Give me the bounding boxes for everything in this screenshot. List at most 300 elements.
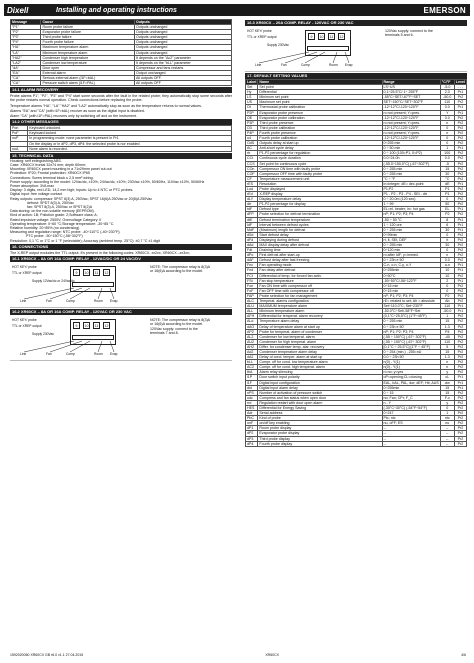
default-settings-cell: 0 — [440, 406, 454, 411]
default-settings-cell: 110 — [440, 100, 454, 105]
supply-label: Supply 230Vac — [32, 331, 54, 336]
default-settings-cell: FoF — [246, 288, 258, 293]
default-settings-cell: FSt — [246, 278, 258, 283]
default-settings-cell: Pr2 — [454, 334, 466, 339]
default-settings-cell: Compr. off for cond. high temperat. alarm — [258, 365, 382, 370]
default-settings-cell: Pr1 — [454, 304, 466, 309]
default-settings-cell: Pr2 — [454, 130, 466, 135]
default-settings-cell: Delay of cond. temper. alarm at start up — [258, 355, 382, 360]
comp-label: Comp — [301, 63, 310, 67]
default-settings-cell: Pr1 — [454, 181, 466, 186]
alarm-table-cell: Third probe failure — [41, 35, 135, 40]
alarm-table-cell: "HA" — [11, 45, 41, 50]
alarm-table-cell: "LA" — [11, 50, 41, 55]
alarm-recovery-paragraph: Alarm "CA" (with i1F=PAL) recovers only by switching off and on the instrument. — [10, 114, 137, 119]
default-settings-cell: IdF — [246, 222, 258, 227]
default-settings-cell: oP=opening;CL=closing — [382, 375, 440, 380]
default-settings-cell: rrd — [246, 400, 258, 405]
hot-key-label: HOT KEY/ probe — [12, 317, 37, 322]
default-settings-cell: -5 — [440, 161, 454, 166]
default-settings-cell: onF — [246, 421, 258, 426]
default-settings-cell: 0.0 — [440, 156, 454, 161]
alarm-table-header: Message — [11, 20, 41, 25]
default-settings-header: Level — [455, 80, 465, 84]
default-settings-cell: 0.0÷24.0h — [382, 156, 440, 161]
page-footer — [10, 653, 466, 659]
default-settings-cell: Hy — [246, 90, 258, 95]
message-row — [11, 146, 232, 151]
wire — [345, 52, 349, 63]
default-settings-cell: 1 — [440, 314, 454, 319]
wire — [70, 341, 90, 352]
default-settings-cell: Pr2 — [454, 416, 466, 421]
document-title: Installing and operating instructions — [56, 6, 177, 14]
footer-model: XR60CX — [265, 653, 279, 657]
default-settings-cell: 1 — [440, 411, 454, 416]
default-settings-cell: 0 ÷ 100 (100=P1, 0=P2) — [382, 151, 440, 156]
default-settings-cell: AP2 — [246, 329, 258, 334]
default-settings-cell: Resolution — [258, 181, 382, 186]
wire — [110, 341, 114, 352]
default-settings-cell: 30 — [440, 171, 454, 176]
default-settings-cell: Fourth probe display — [258, 441, 382, 446]
technical-data-line: Relative humidity: 20÷85% (no condensing) — [10, 225, 80, 230]
default-settings-cell: SET÷150°C/ SET÷302°F — [382, 100, 440, 105]
default-settings-cell: Probe selection for defrost termination — [258, 212, 382, 217]
alarm-table-cell: Pressure switch alarm (i1F=PAL) — [41, 81, 135, 86]
default-settings-cell: dP4 — [246, 441, 258, 446]
default-settings-cell: (Maximum) length for defrost — [258, 227, 382, 232]
technical-data-line: PTC probe: -50÷150°C (-58÷302°F) — [10, 234, 83, 239]
default-settings-cell: Y — [440, 110, 454, 115]
default-settings-cell: Condenser temperature alarm delay — [258, 349, 382, 354]
default-settings-cell: n — [440, 253, 454, 258]
wiring-note: 120Vac supply: connect to the terminals 5 and 6. — [385, 29, 433, 38]
default-settings-cell: 1 ÷ 99 — [382, 202, 440, 207]
default-settings-cell: did — [246, 385, 258, 390]
default-settings-cell: -- — [382, 436, 440, 441]
default-settings-cell: P1 — [440, 192, 454, 197]
default-settings-cell: Temperature alarm delay — [258, 319, 382, 324]
default-settings-cell: CF — [246, 176, 258, 181]
default-settings-cell: Pr2 — [454, 355, 466, 360]
default-settings-cell: MdF — [246, 227, 258, 232]
default-settings-cell: nP; P1; P2; P3; P4 — [382, 293, 440, 298]
wiring-a-title: 16.1 XR60CX – 8A OR 16A COMP. RELAY - 12VAC/DC OR 24 VAC/DV — [10, 256, 232, 262]
default-settings-cell: n — [440, 120, 454, 125]
default-settings-cell: 1 ÷ 120 ore — [382, 222, 440, 227]
default-settings-cell: 0 ÷ 255 min — [382, 243, 440, 248]
default-settings-cell: Condenser for high temperat. alarm — [258, 339, 382, 344]
default-settings-cell: n — [440, 130, 454, 135]
alarm-table-cell: Outputs unchanged — [134, 30, 231, 35]
default-settings-cell: Pr2 — [454, 202, 466, 207]
default-settings-cell: nP; P1; P2; P3; P4 — [382, 329, 440, 334]
alarm-table-cell: Serious external alarm (i1F=bAL) — [41, 76, 135, 81]
default-settings-cell: 5 — [440, 344, 454, 349]
default-settings-cell: Number of activation of pressure switch — [258, 390, 382, 395]
message-cell: Pon — [11, 126, 28, 131]
alarm-table-cell: Evaporator probe failure — [41, 30, 135, 35]
wiring-lines — [10, 315, 150, 361]
technical-data-line: Case: XR60CX frontal 32x74 mm; depth 60mm; — [10, 162, 87, 167]
technical-data-line: Display: 3 digits, red LED, 14,2 mm high; Inputs: Up to 4 NTC or PTC probes. — [10, 188, 134, 193]
alarm-table-cell: Maximum temperature alarm — [41, 45, 135, 50]
alarm-recovery-title: 14.1 ALARM RECOVERY — [10, 87, 232, 93]
default-settings-cell: 0 ÷ 20.0m (120 sec) — [382, 197, 440, 202]
page-header — [4, 4, 470, 16]
emerson-logo: EMERSON — [423, 5, 466, 15]
default-settings-cell: cL — [440, 375, 454, 380]
default-settings-cell: HES — [246, 406, 258, 411]
default-settings-cell: Pr1 — [454, 146, 466, 151]
default-settings-cell: n=not present; Y=pres. — [382, 120, 440, 125]
message-cell: Keyboard unlocked. — [28, 126, 232, 131]
default-settings-cell: 30 — [440, 227, 454, 232]
default-settings-cell: EL=el. heater; in= hot gas — [382, 207, 440, 212]
terminal-10: 10 — [84, 323, 89, 328]
wire — [98, 341, 102, 352]
alarm-table-cell: Outputs unchanged — [134, 50, 231, 55]
alarm-table-cell: Condenser low temperature — [41, 60, 135, 65]
terminal-11: 11 — [94, 270, 99, 275]
default-settings-cell: -12÷12°C/-120÷120°F — [382, 125, 440, 130]
wiring-lines — [245, 26, 385, 72]
default-settings-cell: dP1 — [246, 426, 258, 431]
default-settings-cell: US — [246, 100, 258, 105]
default-settings-cell: 30 — [440, 243, 454, 248]
default-settings-cell: Pr2 — [454, 400, 466, 405]
default-settings-cell: Regulation restart with door open alarm — [258, 400, 382, 405]
default-settings-cell: LS÷US — [382, 85, 440, 90]
wiring-lines — [10, 262, 150, 308]
default-settings-cell: dE — [440, 181, 454, 186]
default-settings-cell: 0 ÷ 23h e 50' — [382, 324, 440, 329]
default-settings-cell: n=after IdF; y=immed. — [382, 253, 440, 258]
technical-data-line: defrost: SPDT 8(3) A, 250Vac — [10, 200, 74, 205]
alarm-table-cell: External alarm — [41, 70, 135, 75]
default-settings-cell: Third probe calibration — [258, 125, 382, 130]
default-settings-cell: Pr2 — [454, 406, 466, 411]
default-settings-cell: Temperature measurement unit — [258, 176, 382, 181]
default-settings-cell: 0÷99min — [382, 232, 440, 237]
default-settings-cell: -50÷50°C/-58÷122°F — [382, 278, 440, 283]
default-settings-cell: Fan operating mode — [258, 263, 382, 268]
evap-probe-label: Evap — [110, 351, 118, 356]
default-settings-cell: Pr1 — [454, 263, 466, 268]
default-settings-cell: -50.0°C÷Set/-58°F÷Set — [382, 309, 440, 314]
default-settings-cell: -12÷12°C/-120÷120°F — [382, 105, 440, 110]
line-label: Line — [255, 63, 262, 67]
default-settings-cell: 0 — [440, 288, 454, 293]
alarm-table-cell: "dA" — [11, 65, 41, 70]
default-settings-cell: CCS — [246, 161, 258, 166]
default-settings-cell: Differential — [258, 90, 382, 95]
default-settings-cell: 110 — [440, 304, 454, 309]
alarm-table-row — [11, 81, 232, 86]
default-settings-cell: Pr2 — [454, 136, 466, 141]
default-settings-cell: OdS — [246, 141, 258, 146]
default-settings-cell: 0 — [440, 283, 454, 288]
default-settings-cell: 15 — [440, 319, 454, 324]
alarm-table-cell: All outputs OFF. — [134, 76, 231, 81]
default-settings-cell: Fon — [246, 283, 258, 288]
default-settings-cell: Pr2 — [454, 237, 466, 242]
default-settings-cell: Defrost type — [258, 207, 382, 212]
default-settings-cell: 0.0 ÷ 23h 50' — [382, 355, 440, 360]
technical-data-line: Power absorption: 3VA max — [10, 183, 55, 188]
default-settings-cell: 0÷247 — [382, 411, 440, 416]
default-settings-cell: Pr2 — [454, 324, 466, 329]
default-settings-cell: Pr1 — [454, 309, 466, 314]
hot-key-label: HOT KEY/ probe — [12, 264, 37, 269]
default-settings-cell: dP3 — [246, 436, 258, 441]
default-settings-cell: 0 — [440, 125, 454, 130]
alarm-table-cell: "P1" — [11, 25, 41, 30]
default-settings-cell: 0 — [440, 197, 454, 202]
default-settings-cell: Probe for temperat. alarm of condenser — [258, 329, 382, 334]
line-label: Line — [20, 298, 27, 303]
default-settings-cell: 15 — [440, 390, 454, 395]
default-settings-cell: Displaying during defrost — [258, 237, 382, 242]
default-settings-cell: 50 — [440, 202, 454, 207]
default-settings-cell: Compr. off for cond. low temperature alarm — [258, 360, 382, 365]
default-settings-cell: 0 ÷ 255 min — [382, 227, 440, 232]
default-settings-row — [246, 441, 467, 446]
default-settings-cell: -- — [440, 436, 454, 441]
default-settings-cell: (-55.0÷150,0°C) (-67÷302°F) — [382, 161, 440, 166]
default-settings-cell: Fan delay after defrost — [258, 268, 382, 273]
default-settings-cell: Pr1 — [454, 227, 466, 232]
default-settings-cell: Pr2 — [454, 197, 466, 202]
default-settings-cell: Pr2 — [454, 95, 466, 100]
default-settings-cell: Evaporator probe calibration — [258, 115, 382, 120]
default-settings-cell: y — [440, 370, 454, 375]
message-cell: On the display or in dP2, dP3, dP4: the selected probe is nor enabled — [28, 141, 232, 146]
default-settings-cell: Minimum temperature alarm — [258, 309, 382, 314]
default-settings-cell: 0 ÷ 255 min — [382, 166, 440, 171]
default-settings-cell: rEd — [246, 192, 258, 197]
default-settings-cell: Pr2 — [454, 390, 466, 395]
default-settings-cell: 0÷15 min — [382, 288, 440, 293]
default-settings-cell: P4P — [246, 130, 258, 135]
default-settings-cell: 10 — [440, 273, 454, 278]
alarm-table-cell: Compressor and fans restarts — [134, 65, 231, 70]
default-settings-cell: Pr2 — [454, 360, 466, 365]
default-settings-cell: 0 ÷ 254 (min.) , 255=nU — [382, 349, 440, 354]
default-settings-cell: AFH — [246, 314, 258, 319]
default-settings-cell: Digital input configuration — [258, 380, 382, 385]
default-settings-cell: Pr2 — [454, 243, 466, 248]
fan-label: Fan — [46, 351, 52, 356]
default-settings-cell: -- — [382, 431, 440, 436]
default-settings-cell: Start defrost delay — [258, 232, 382, 237]
wiring-note: NOTE: The compressor relay is 8(3)A or 16(6)A according to the model. 120Vac supply: connect to the terminals 7 and 8. — [150, 317, 210, 335]
default-settings-cell: Fourth probe calibration — [258, 136, 382, 141]
default-settings-cell: dLY — [246, 197, 258, 202]
default-settings-cell: i1P — [246, 375, 258, 380]
default-settings-cell: Pr1 — [454, 90, 466, 95]
alarm-table-cell: Condenser high temperature — [41, 55, 135, 60]
technical-data-line: Housing: self extinguishing ABS. — [10, 158, 62, 163]
default-settings-cell: Pr2 — [454, 441, 466, 446]
alarm-recovery-paragraph: Alarms "EA" and "CA" (with i1F=bAL) recover as soon as the digital input is disabled. — [10, 108, 145, 113]
default-settings-cell: dor — [440, 380, 454, 385]
default-settings-cell: 0.0 — [440, 105, 454, 110]
alarm-table-cell: "P2" — [11, 30, 41, 35]
wiring-diagram-a — [10, 262, 232, 308]
default-settings-cell: Fnd — [246, 268, 258, 273]
default-settings-cell: Pr2 — [454, 176, 466, 181]
default-settings-cell: bLL — [246, 360, 258, 365]
default-settings-cell: y — [440, 400, 454, 405]
default-settings-cell: Pr2 — [454, 314, 466, 319]
default-settings-cell: CCt — [246, 156, 258, 161]
default-settings-cell: Pr2 — [454, 283, 466, 288]
default-settings-cell: Pr2 — [454, 192, 466, 197]
default-settings-cell: Pr2 — [454, 319, 466, 324]
default-settings-cell: -50 ÷ 50 °C — [382, 217, 440, 222]
default-settings-cell: 0.0 — [440, 258, 454, 263]
default-settings-cell: nu, oFF; ES — [382, 421, 440, 426]
default-settings-cell: n(0) - Y(1) — [382, 365, 440, 370]
default-settings-cell: Pr2 — [454, 258, 466, 263]
terminal-9: 9 — [308, 33, 315, 40]
default-settings-cell: MAXIMUM temperature alarm — [258, 304, 382, 309]
default-settings-cell: it — [440, 237, 454, 242]
default-settings-cell: 0 ÷ 255 min — [382, 171, 440, 176]
terminal-10: 10 — [319, 35, 324, 39]
default-settings-cell: Room probe display — [258, 426, 382, 431]
default-settings-cell: Set — [246, 85, 258, 90]
alarm-table-cell: "HA2" — [11, 55, 41, 60]
default-settings-cell: Anti-short cycle delay — [258, 146, 382, 151]
default-settings-cell: AC — [246, 146, 258, 151]
default-settings-cell: -40 — [440, 334, 454, 339]
default-settings-cell: C-n, o-n, C-y, o-Y — [382, 263, 440, 268]
default-settings-cell: o4 — [246, 136, 258, 141]
default-settings-cell: 0÷255min — [382, 268, 440, 273]
default-settings-cell: dP2 — [246, 431, 258, 436]
default-settings-cell: AU2 — [246, 339, 258, 344]
default-settings-cell: Pr2 — [454, 115, 466, 120]
alarm-table-cell: "P3" — [11, 35, 41, 40]
default-settings-cell: dAF — [246, 258, 258, 263]
default-settings-cell: P2 — [440, 212, 454, 217]
default-settings-cell: Interval between defrost cycles — [258, 222, 382, 227]
default-settings-cell: °C ÷ °F — [382, 176, 440, 181]
default-settings-cell: Evaporator probe presence — [258, 110, 382, 115]
default-settings-cell: Thermostat probe calibration — [258, 105, 382, 110]
default-settings-cell: Evaporator probe display — [258, 431, 382, 436]
room-probe-label: Room — [94, 351, 103, 356]
alarm-recovery-paragraph: Temperature alarms "HA", "LA" "HA2" and "LA2" automatically stop as soon as the temperature returns to normal values. — [10, 103, 202, 108]
alarm-table-cell: Outputs unchanged — [134, 40, 231, 45]
default-settings-cell: Compressor OFF time with faulty probe — [258, 171, 382, 176]
default-settings-cell: P3P — [246, 120, 258, 125]
footer-page-number: 4/6 — [461, 653, 466, 657]
alarm-table-cell: "CA" — [11, 76, 41, 81]
default-settings-cell: Compressor ON time with faulty probe — [258, 166, 382, 171]
technical-data-line: Measuring and regulation range: NTC probe: -40÷110°C (-40÷230°F); — [10, 230, 121, 235]
wire — [110, 288, 114, 299]
wire — [305, 52, 325, 63]
default-settings-cell: Pr1 — [454, 268, 466, 273]
default-settings-cell: on/off key enabling — [258, 421, 382, 426]
comp-label: Comp — [66, 298, 75, 303]
default-settings-cell: Probe selection for fan management — [258, 293, 382, 298]
wiring-b-title: 16.2 XR60CX – 8A OR 16A COMP. RELAY - 120VAC OR 230 VAC — [10, 309, 232, 315]
default-settings-cell: -- — [440, 426, 454, 431]
default-settings-cell: Defrost delay after fast freezing — [258, 258, 382, 263]
default-settings-cell: COF — [246, 171, 258, 176]
terminal-11: 11 — [94, 323, 99, 328]
alarm-table-cell: Output unchanged — [134, 70, 231, 75]
default-settings-cell: COn — [246, 166, 258, 171]
default-settings-cell: Maximum set point — [258, 100, 382, 105]
default-settings-cell: Pr2 — [454, 370, 466, 375]
default-settings-cell: 15 — [440, 385, 454, 390]
room-probe-label: Room — [94, 298, 103, 303]
default-settings-cell: Pr1 — [454, 207, 466, 212]
technical-data-line: Mounting: XR60CX panel mounting in a 71x29mm panel cut-out — [10, 167, 112, 172]
default-settings-cell: PbC — [246, 416, 258, 421]
ttl-output-label: TTL or XREP output — [12, 270, 42, 275]
wire — [98, 288, 102, 299]
default-settings-cell: Pr1 — [454, 278, 466, 283]
line-label: Line — [20, 351, 27, 356]
default-settings-cell: FCt — [246, 273, 258, 278]
default-settings-cell: Pr2 — [454, 426, 466, 431]
default-settings-cell: 2.0 — [440, 90, 454, 95]
alarm-table-header: Cause — [41, 20, 135, 25]
default-settings-cell: (-30°C÷30°C) (-54°F÷54°F) — [382, 406, 440, 411]
default-settings-cell: Fan ON time with compressor off — [258, 283, 382, 288]
default-settings-cell: 0÷50°C — [382, 273, 440, 278]
default-settings-cell: 0÷15 min — [382, 283, 440, 288]
default-settings-cell: P1 — [440, 186, 454, 191]
default-settings-cell: Pr2 — [454, 344, 466, 349]
alarm-table-cell: Fourth probe failure — [41, 40, 135, 45]
default-settings-cell: 6 — [440, 222, 454, 227]
default-settings-cell: Defrost termination temperature — [258, 217, 382, 222]
default-settings-cell: 100 — [440, 151, 454, 156]
fan-label: Fan — [46, 298, 52, 303]
default-settings-cell: n — [440, 365, 454, 370]
technical-data-line: Data storing: on the non-volatile memory (EEPROM). — [10, 209, 95, 214]
default-settings-cell: Kind of probe — [258, 416, 382, 421]
default-settings-cell: Delay of temperature alarm at start up — [258, 324, 382, 329]
default-settings-cell: -- — [440, 441, 454, 446]
default-settings-cell: -- — [382, 426, 440, 431]
terminal-12: 12 — [339, 35, 344, 39]
default-settings-cell: Differential for temperat. alarm recovery — [258, 314, 382, 319]
default-settings-cell: Draining time — [258, 248, 382, 253]
technical-data-text — [10, 159, 232, 243]
default-settings-cell: 0÷120 min — [382, 248, 440, 253]
default-settings-cell: P1-P2 percentage for regulation — [258, 151, 382, 156]
default-settings-cell: Pr2 — [454, 125, 466, 130]
default-settings-cell: Pr2 — [454, 421, 466, 426]
default-settings-cell: FAP — [246, 293, 258, 298]
default-settings-cell: LS — [246, 95, 258, 100]
default-settings-cell: 0 — [440, 232, 454, 237]
technical-data-line: Kind of action: 1B; Pollution grade: 2;Software class: A; — [10, 213, 98, 218]
default-settings-cell: Pr2 — [454, 212, 466, 217]
default-settings-cell: Ab — [440, 299, 454, 304]
default-settings-cell: rtr — [246, 151, 258, 156]
default-settings-cell: o-n — [440, 263, 454, 268]
